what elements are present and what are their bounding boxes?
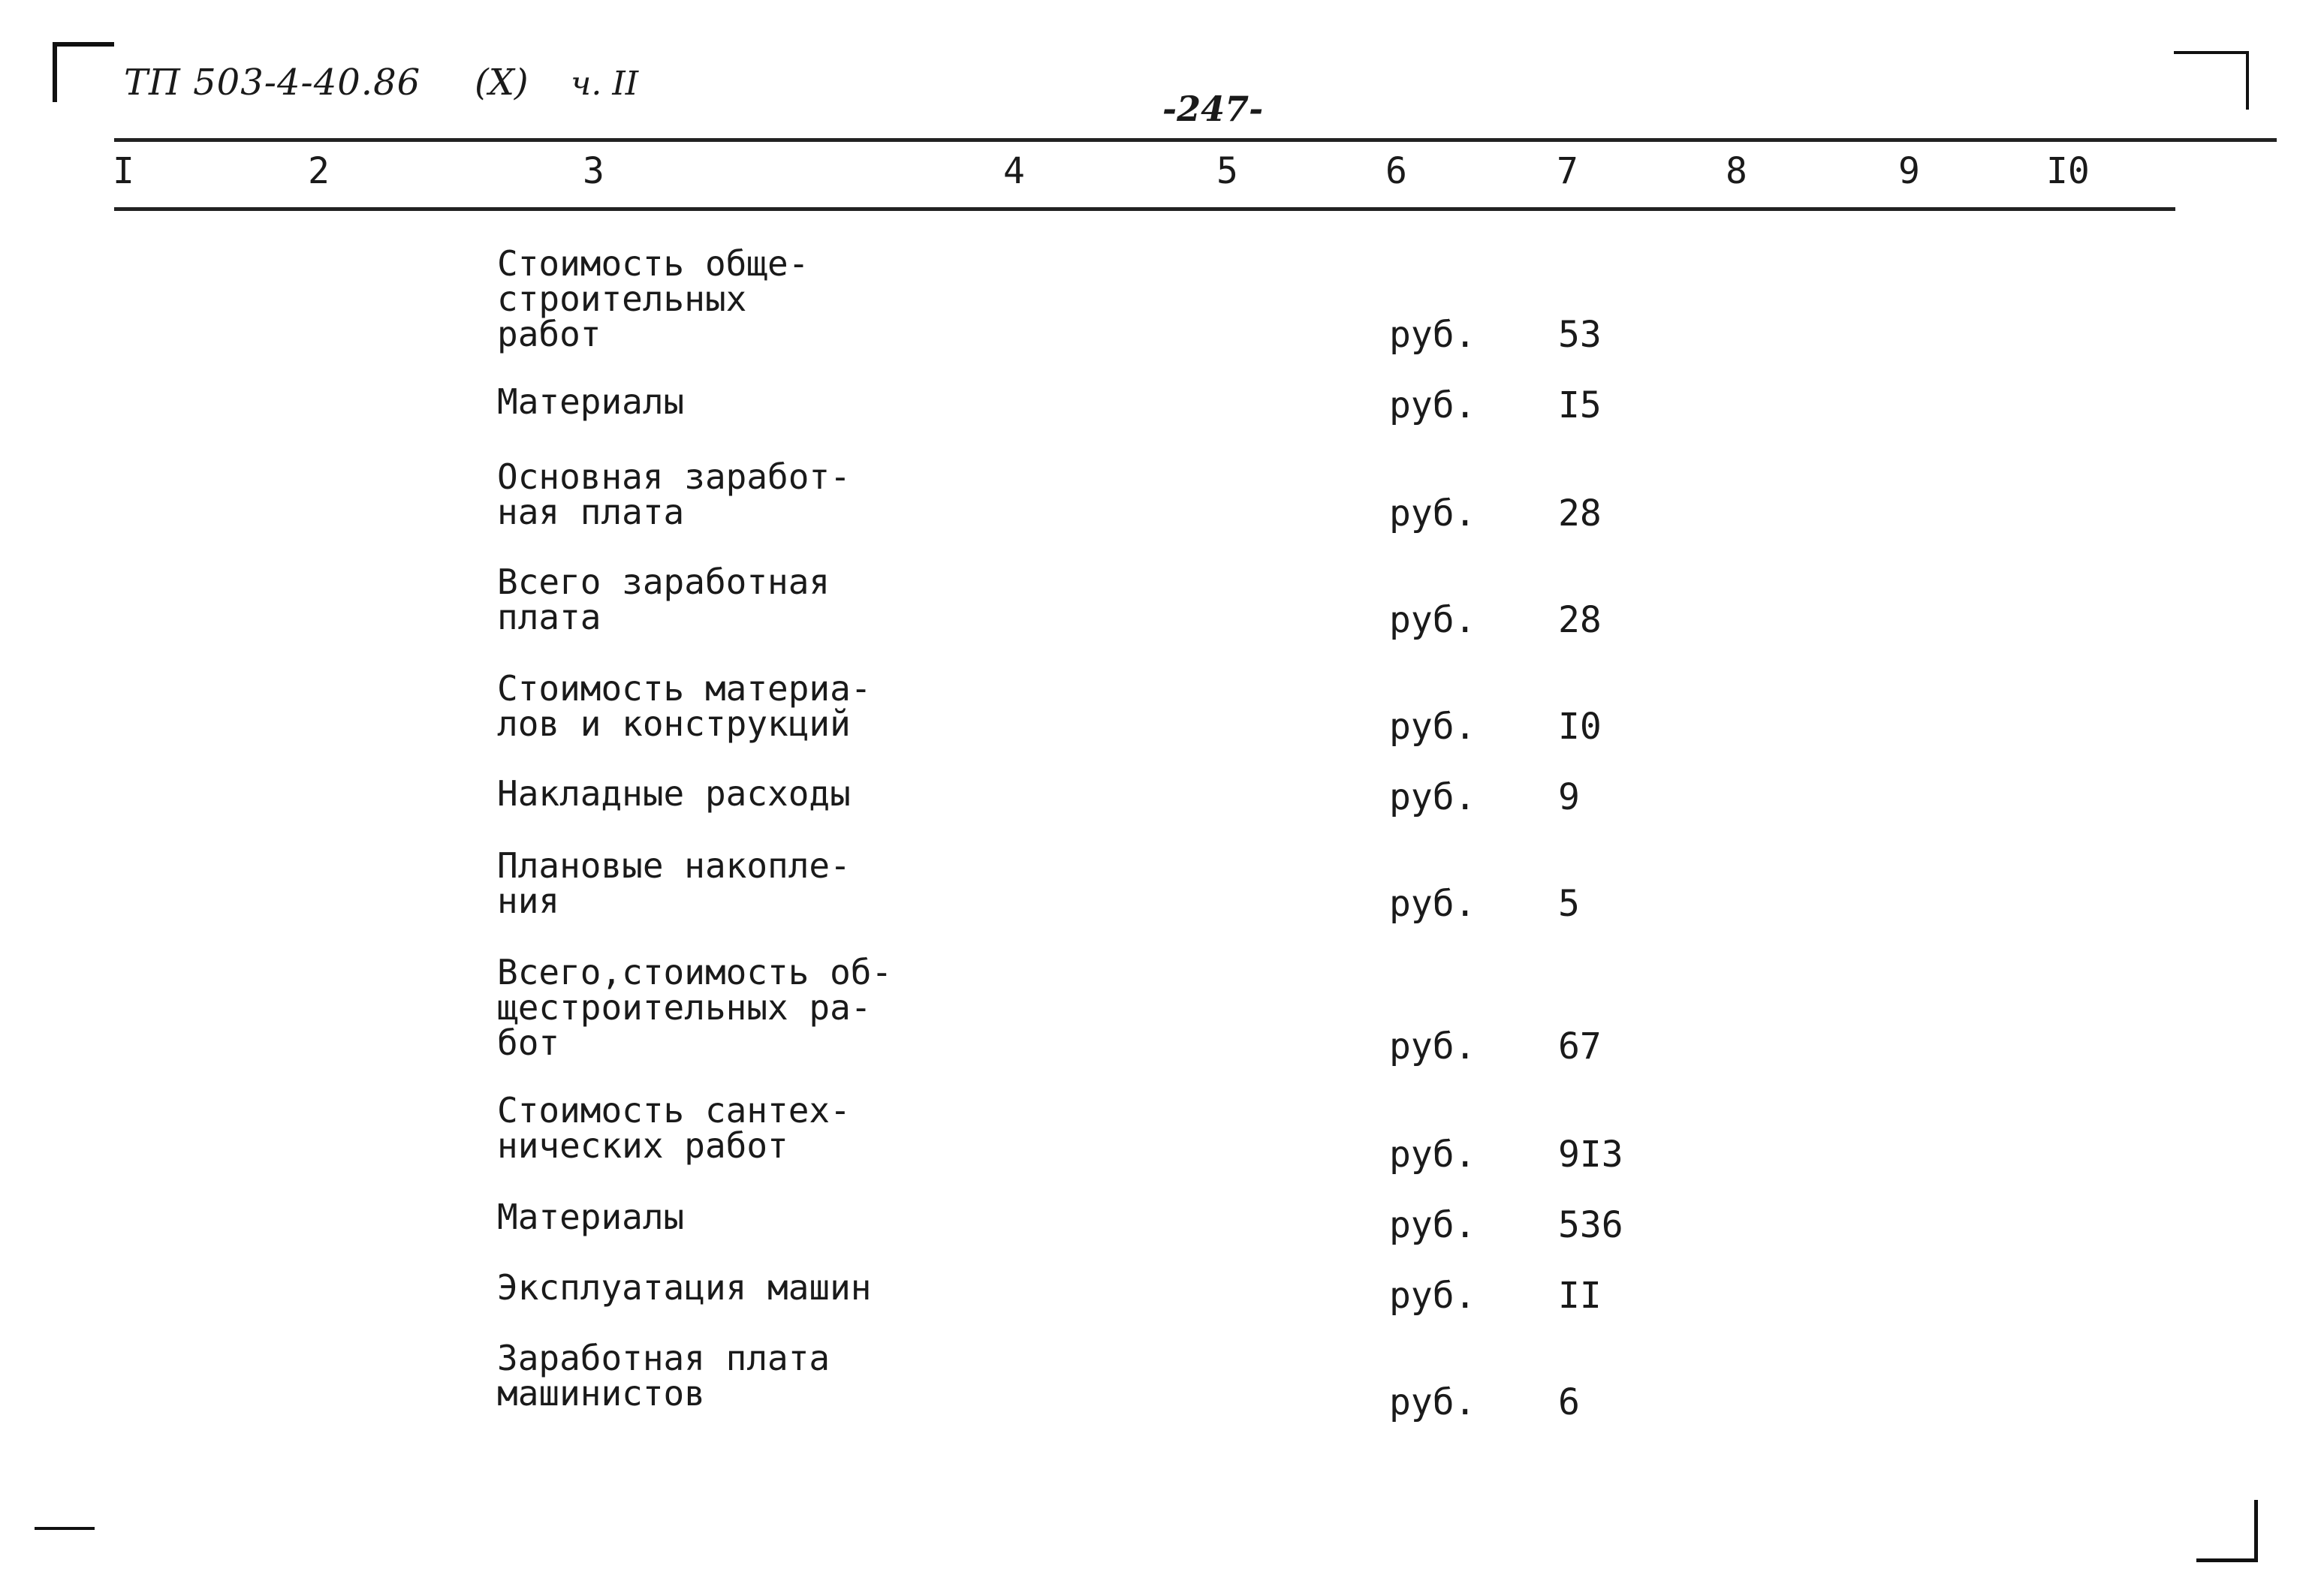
row-name: Материалы [497,1197,685,1237]
column-number-3: 3 [583,150,604,192]
column-number-9: 9 [1898,150,1920,192]
row-name: Стоимость обще- строительных работ [497,243,809,354]
row-value: I0 [1558,706,1602,748]
corner-mark-top-left-vertical [53,42,57,102]
row-unit: руб. [1389,1275,1476,1317]
row-name: Накладные расходы [497,773,851,814]
row-value: I5 [1558,384,1602,426]
column-number-5: 5 [1216,150,1238,192]
row-value: 9I3 [1558,1134,1623,1176]
row-name: Стоимость материа- лов и конструкций [497,668,872,744]
row-unit: руб. [1389,492,1476,535]
row-unit: руб. [1389,1381,1476,1423]
row-name: Заработная плата машинистов [497,1338,830,1414]
row-unit: руб. [1389,1134,1476,1176]
corner-mark-top-right-vertical [2246,51,2249,110]
row-unit: руб. [1389,1025,1476,1068]
row-name: Эксплуатация машин [497,1267,872,1308]
column-number-2: 2 [308,150,330,192]
corner-mark-top-left-horizontal [53,42,114,47]
header-rule-bottom [114,207,2175,211]
row-name: Всего,стоимость об- щестроительных ра- бот [497,952,893,1063]
column-number-7: 7 [1557,150,1578,192]
row-value: 6 [1558,1381,1580,1423]
corner-mark-bottom-right-vertical [2254,1500,2258,1562]
row-value: 28 [1558,492,1602,535]
row-unit: руб. [1389,706,1476,748]
row-unit: руб. [1389,883,1476,925]
row-unit: руб. [1389,776,1476,818]
corner-mark-top-right-horizontal [2174,51,2249,54]
row-name: Всего заработная плата [497,562,830,637]
row-name: Плановые накопле- ния [497,845,851,921]
column-number-10: I0 [2046,150,2090,192]
row-unit: руб. [1389,384,1476,426]
row-value: 9 [1558,776,1580,818]
page-number: -247- [1162,89,1264,129]
column-number-4: 4 [1003,150,1025,192]
column-number-1: I [113,150,134,192]
row-name: Основная заработ- ная плата [497,456,851,532]
row-unit: руб. [1389,599,1476,641]
corner-mark-bottom-right-horizontal [2196,1558,2258,1562]
row-name: Стоимость сантех- нических работ [497,1090,851,1166]
row-value: 5 [1558,883,1580,925]
corner-mark-bottom-left [35,1527,95,1530]
document-volume: (X) [475,62,529,104]
document-code: ТП 503-4-40.86 [124,62,421,104]
row-value: 536 [1558,1204,1623,1246]
row-unit: руб. [1389,1204,1476,1246]
row-value: 67 [1558,1025,1602,1068]
row-value: 28 [1558,599,1602,641]
row-name: Материалы [497,381,685,422]
row-value: 53 [1558,314,1602,356]
row-value: II [1558,1275,1602,1317]
row-unit: руб. [1389,314,1476,356]
column-number-8: 8 [1726,150,1747,192]
column-number-6: 6 [1385,150,1407,192]
document-part: ч. II [571,65,639,103]
header-rule-top [114,138,2277,142]
